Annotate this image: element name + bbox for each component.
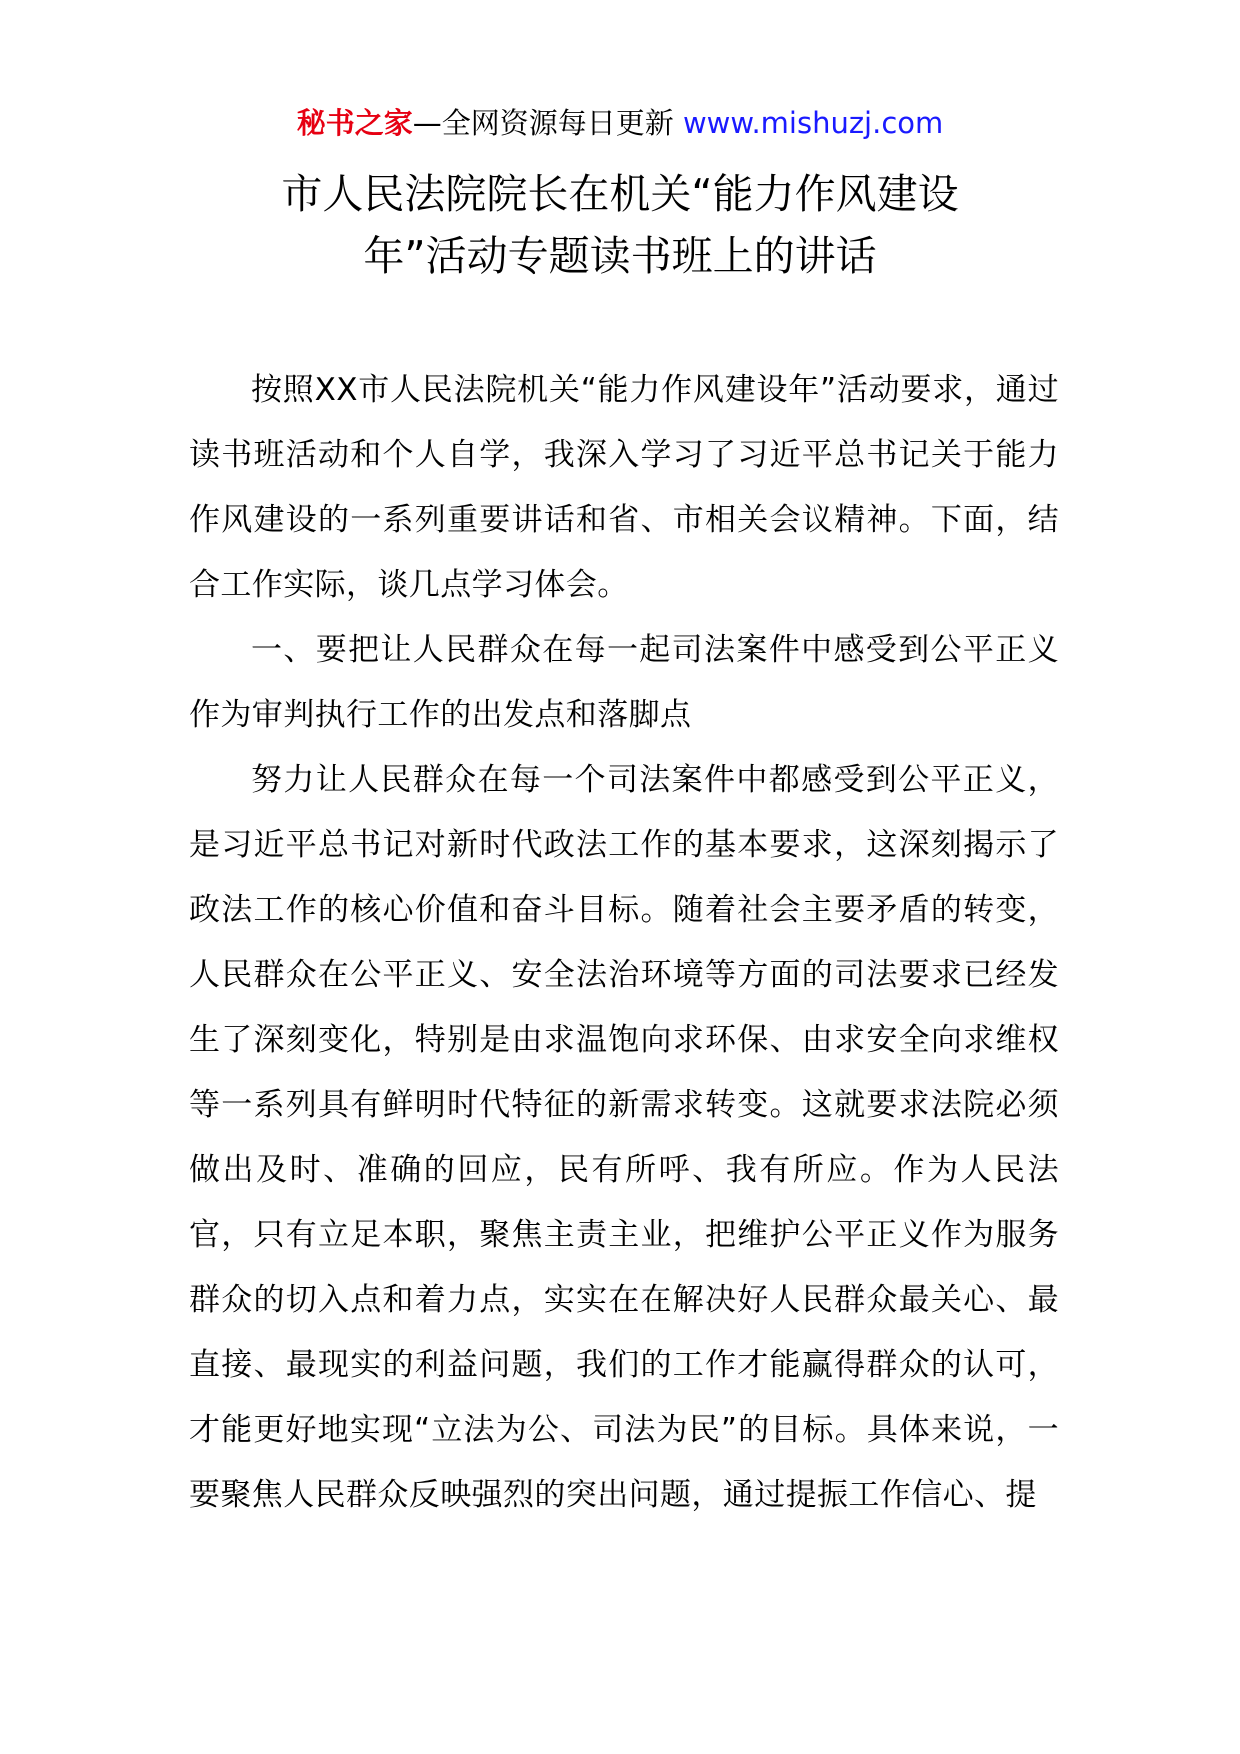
site-url-link[interactable]: www.mishuzj.com [682, 106, 944, 140]
document-title [190, 163, 1050, 287]
section-heading-1: 一、要把让人民群众在每一起司法案件中感受到公平正义作为审判执行工作的出发点和落脚点 [189, 632, 1059, 733]
site-header [0, 103, 1240, 143]
brand-name: 秘书之家 [296, 106, 413, 140]
title-line-2: 年”活动专题读书班上的讲话 [363, 232, 877, 280]
header-tagline: —全网资源每日更新 [412, 106, 674, 140]
document-body [189, 358, 1059, 1528]
title-line-1: 市人民法院院长在机关“能力作风建设 [281, 170, 959, 218]
intro-paragraph: 按照XX市人民法院机关“能力作风建设年”活动要求，通过读书班活动和个人自学，我深入学习了习近平总书记关于能力作风建设的一系列重要讲话和省、市相关会议精神。下面，结合工作实际，谈几点学习体会。 [189, 372, 1059, 603]
body-paragraph: 努力让人民群众在每一个司法案件中都感受到公平正义，是习近平总书记对新时代政法工作的基本要求，这深刻揭示了政法工作的核心价值和奋斗目标。随着社会主要矛盾的转变，人民群众在公平正义、安全法治环境等方面的司法要求已经发生了深刻变化，特别是由求温饱向求环保、由求安全向求维权等一系列具有鲜明时代特征的新需求转变。这就要求法院必须做出及时、准确的回应，民有所呼、我有所应。作为人民法官，只有立足本职，聚焦主责主业，把维护公平正义作为服务群众的切入点和着力点，实实在在解决好人民群众最关心、最直接、最现实的利益问题，我们的工作才能赢得群众的认可，才能更好地实现“立法为公、司法为民”的目标。具体来说，一要聚焦人民群众反映强烈的突出问题，通过提振工作信心、提 [189, 762, 1059, 1513]
